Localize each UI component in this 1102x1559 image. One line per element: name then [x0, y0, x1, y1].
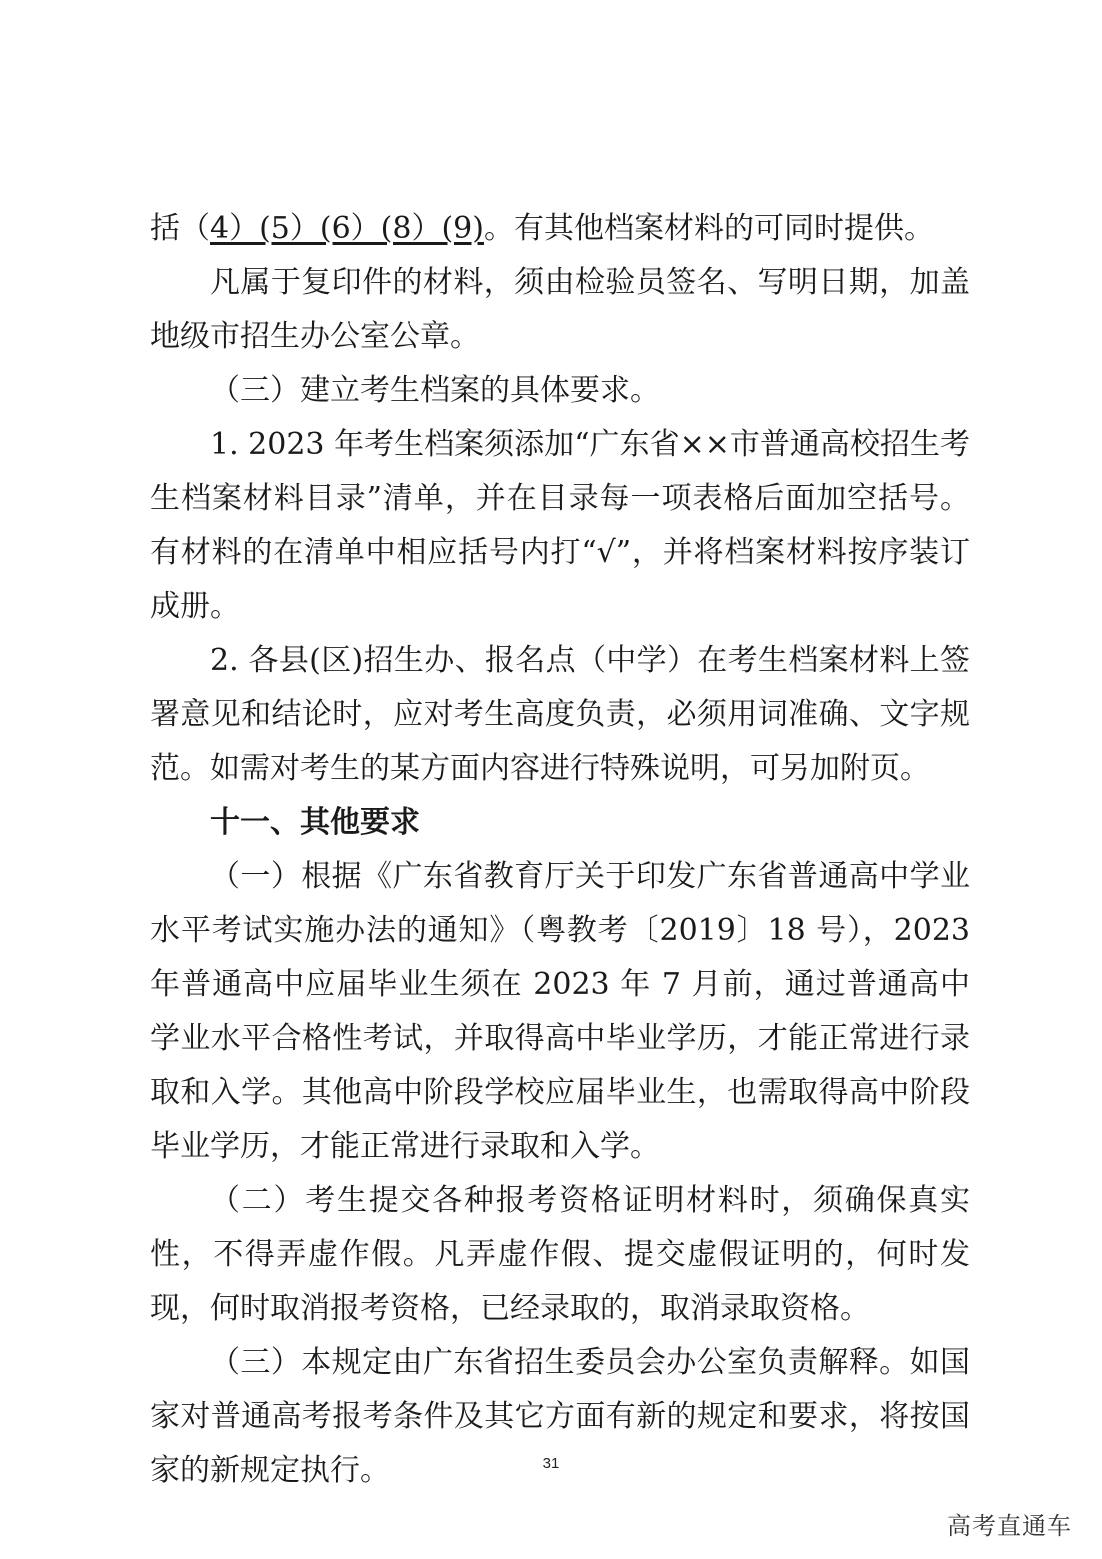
watermark: 高考直通车	[947, 1512, 1072, 1540]
p1-suffix: 。有其他档案材料的可同时提供。	[483, 211, 934, 246]
document-body	[150, 202, 970, 1498]
paragraph-item-1: 1. 2023 年考生档案须添加“广东省××市普通高校招生考生档案材料目录”清单，并在目录每一项表格后面加空括号。有材料的在清单中相应括号内打“√”，并将档案材料按序装订成册。	[150, 427, 970, 624]
page-number: 31	[542, 1455, 560, 1472]
paragraph-item-2: 2. 各县(区)招生办、报名点（中学）在考生档案材料上签署意见和结论时，应对考生高度负责，必须用词准确、文字规范。如需对考生的某方面内容进行特殊说明，可另加附页。	[150, 643, 970, 786]
p1-prefix: 括（	[150, 211, 210, 246]
paragraph-other-2: （二）考生提交各种报考资格证明材料时，须确保真实性，不得弄虚作假。凡弄虚作假、提交虚假证明的，何时发现，何时取消报考资格，已经录取的，取消录取资格。	[150, 1183, 970, 1326]
p1-underlined-items: 4）(5）(6）(8）(9)	[210, 211, 484, 246]
section-heading-11: 十一、其他要求	[210, 805, 420, 840]
subsection-heading-3: （三）建立考生档案的具体要求。	[210, 373, 660, 408]
paragraph-other-3: （三）本规定由广东省招生委员会办公室负责解释。如国家对普通高考报考条件及其它方面有新的规定和要求，将按国家的新规定执行。	[150, 1345, 970, 1488]
paragraph-continuation	[150, 202, 970, 256]
paragraph-copies-rule: 凡属于复印件的材料，须由检验员签名、写明日期，加盖地级市招生办公室公章。	[150, 265, 970, 354]
paragraph-other-1: （一）根据《广东省教育厅关于印发广东省普通高中学业水平考试实施办法的通知》（粤教考〔2019〕18 号），2023 年普通高中应届毕业生须在 2023 年 7 月前，通过普通高中学业水平合格性考试，并取得高中毕业学历，才能正常进行录取和入学。其他高中阶段学校应届毕业生，也需取得高中阶段毕业学历，才能正常进行录取和入学。	[150, 859, 970, 1164]
